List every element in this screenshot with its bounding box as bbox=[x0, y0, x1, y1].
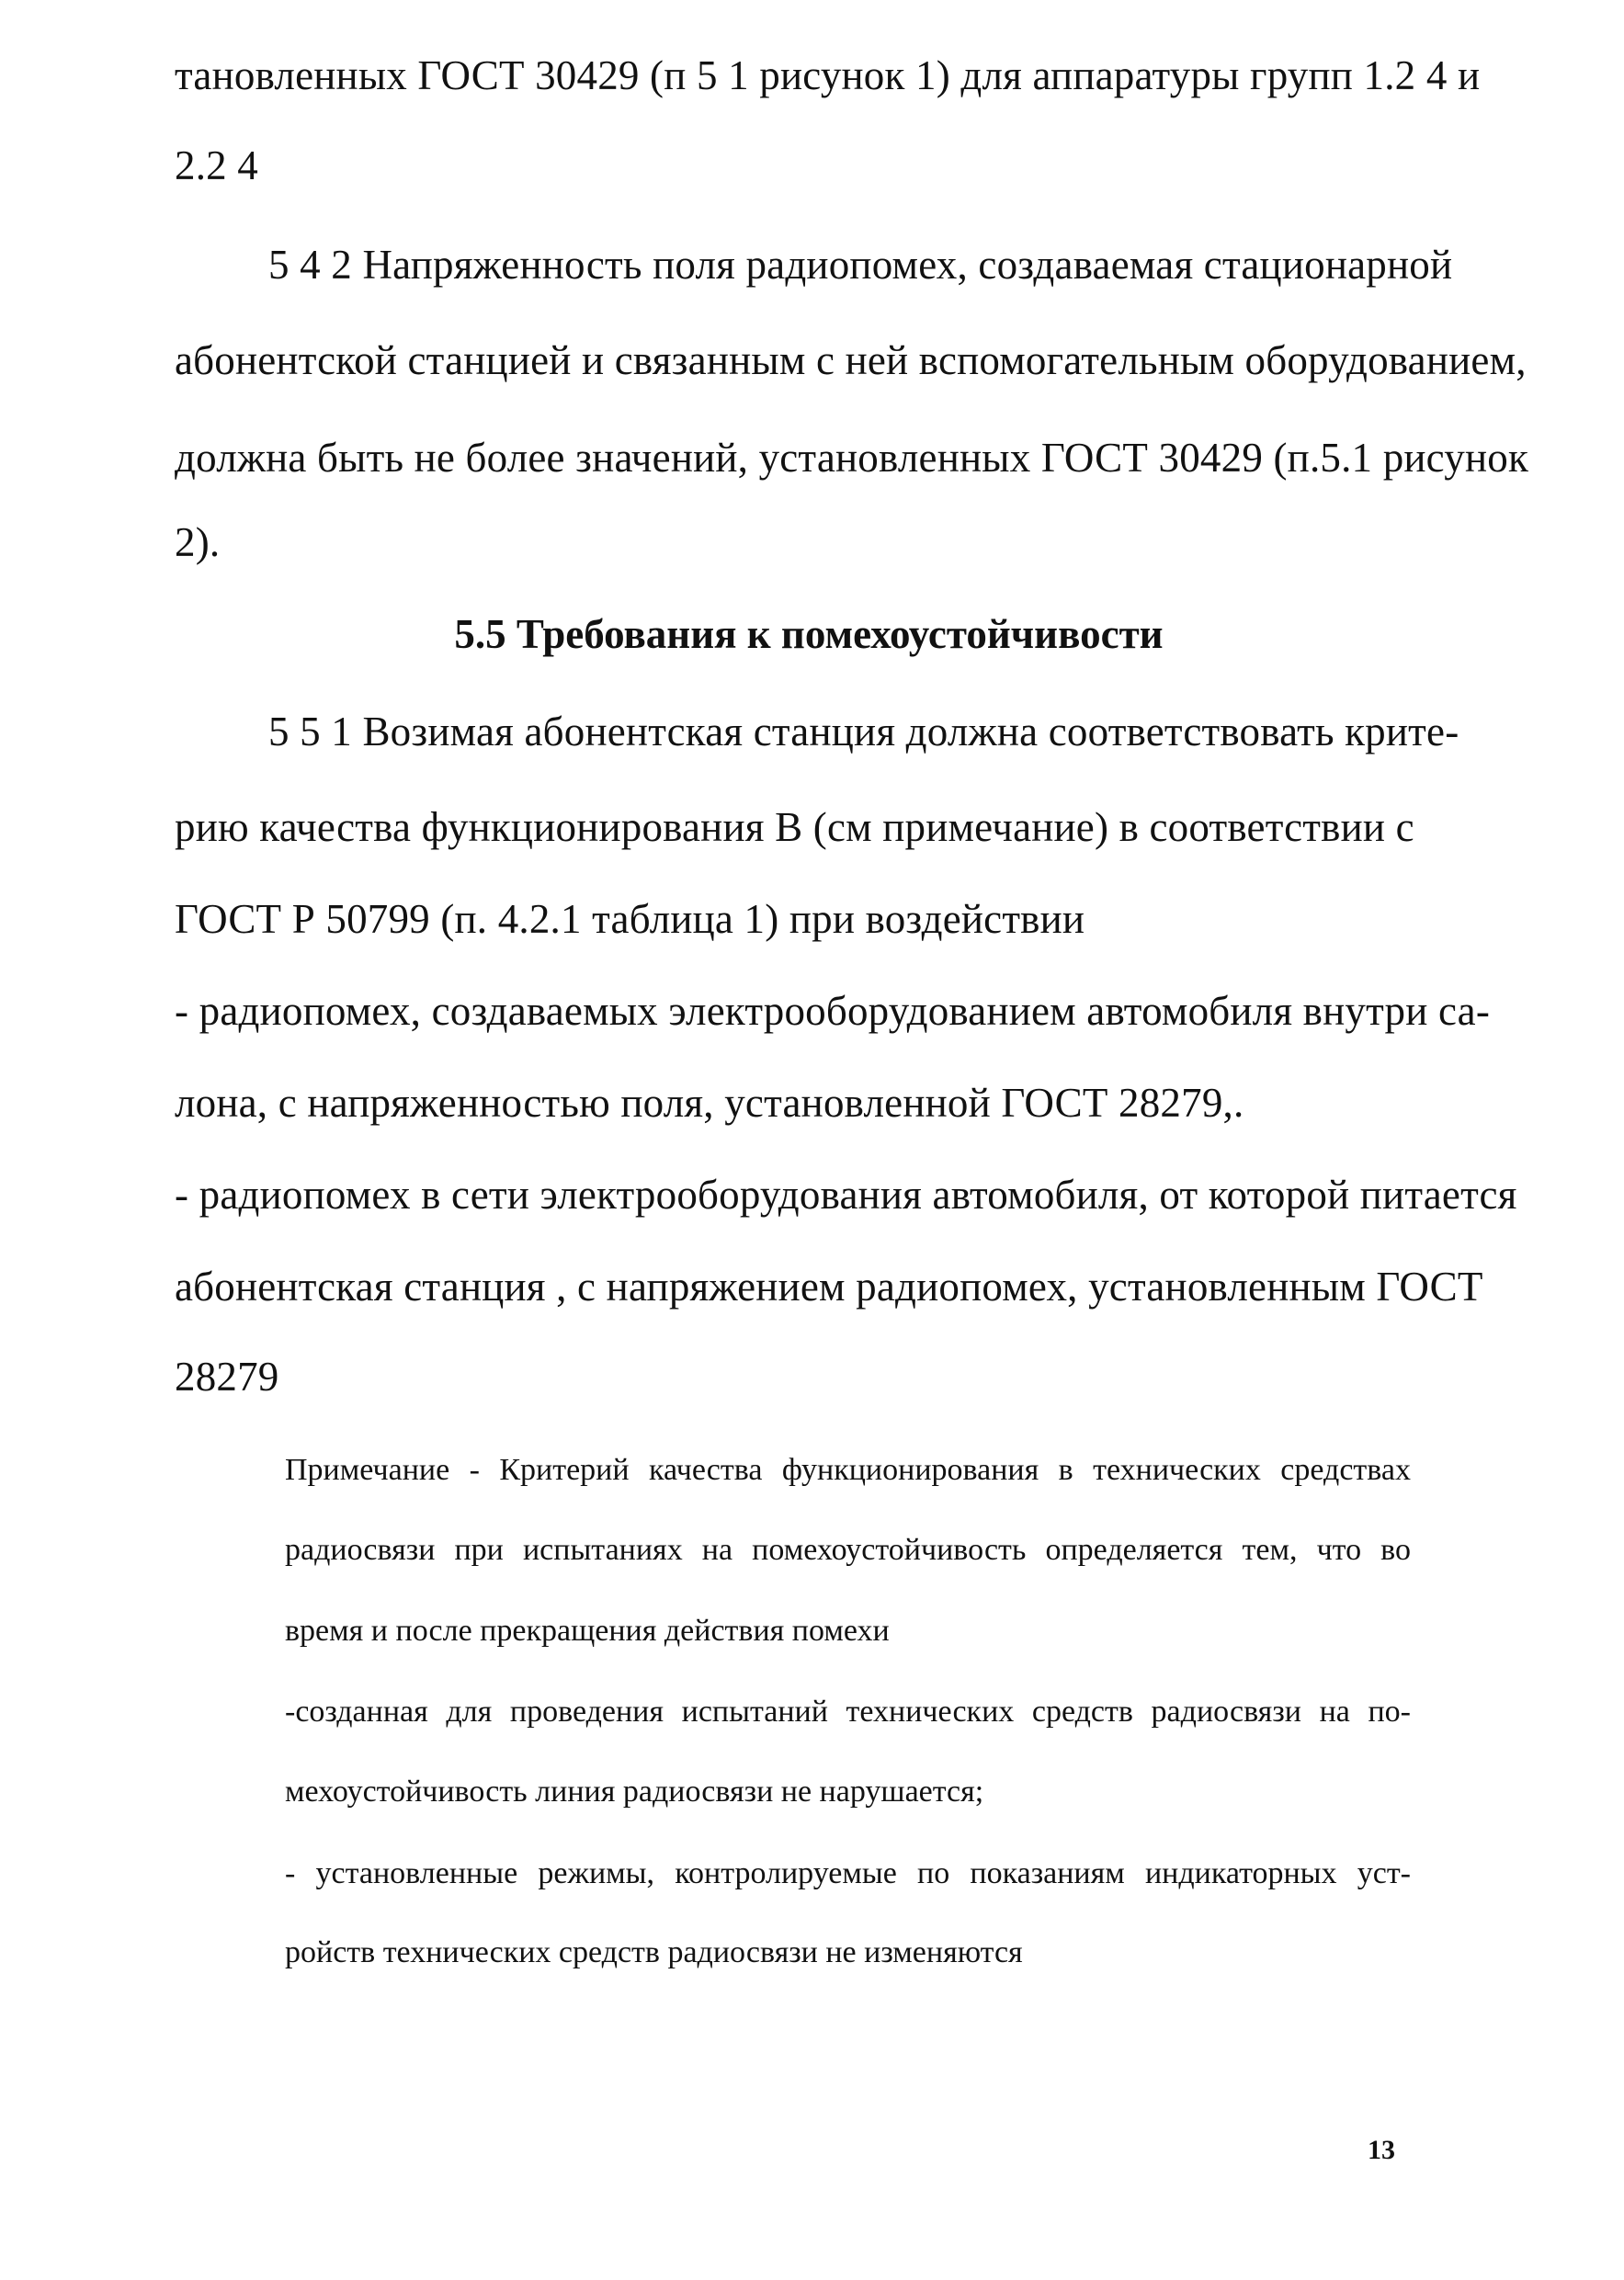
list-item-line: - радиопомех в сети электрооборудования автомобиля, от которой питается bbox=[175, 1172, 1517, 1218]
note-line: время и после прекращения действия помехи bbox=[285, 1614, 890, 1648]
list-item-line: - радиопомех, создаваемых электрооборудованием автомобиля внутри са- bbox=[175, 988, 1491, 1034]
paragraph-5-4-2-first-line: 5 4 2 Напряженность поля радиопомех, создаваемая стационарной bbox=[268, 242, 1453, 288]
page-number: 13 bbox=[1368, 2135, 1395, 2165]
body-line: должна быть не более значений, установленных ГОСТ 30429 (п.5.1 рисунок bbox=[175, 435, 1529, 481]
section-heading: 5.5 Требования к помехоустойчивости bbox=[454, 611, 1164, 657]
note-line: ройств технических средств радиосвязи не изменяются bbox=[285, 1935, 1023, 1969]
note-line: мехоустойчивость линия радиосвязи не нарушается; bbox=[285, 1775, 984, 1809]
note-line: радиосвязи при испытаниях на помехоустойчивость определяется тем, что во bbox=[285, 1533, 1411, 1567]
body-line: 28279 bbox=[175, 1354, 279, 1400]
note-line: -созданная для проведения испытаний технических средств радиосвязи на по- bbox=[285, 1695, 1411, 1729]
note-line: - установленные режимы, контролируемые по показаниям индикаторных уст- bbox=[285, 1856, 1411, 1890]
list-item-line: абонентская станция , с напряжением радиопомех, установленным ГОСТ bbox=[175, 1264, 1483, 1310]
paragraph-5-5-1-first-line: 5 5 1 Возимая абонентская станция должна соответствовать крите- bbox=[268, 709, 1459, 754]
body-line: тановленных ГОСТ 30429 (п 5 1 рисунок 1) для аппаратуры групп 1.2 4 и bbox=[175, 52, 1481, 98]
body-line: рию качества функционирования В (см примечание) в соответствии с bbox=[175, 804, 1414, 850]
note-line: Примечание - Критерий качества функционирования в технических средствах bbox=[285, 1453, 1411, 1487]
list-item-line: лона, с напряженностью поля, установленной ГОСТ 28279,. bbox=[175, 1080, 1244, 1126]
body-line: 2.2 4 bbox=[175, 142, 258, 188]
body-line: ГОСТ Р 50799 (п. 4.2.1 таблица 1) при воздействии bbox=[175, 896, 1085, 942]
body-line: абонентской станцией и связанным с ней вспомогательным оборудованием, bbox=[175, 337, 1527, 383]
body-line: 2). bbox=[175, 519, 221, 565]
